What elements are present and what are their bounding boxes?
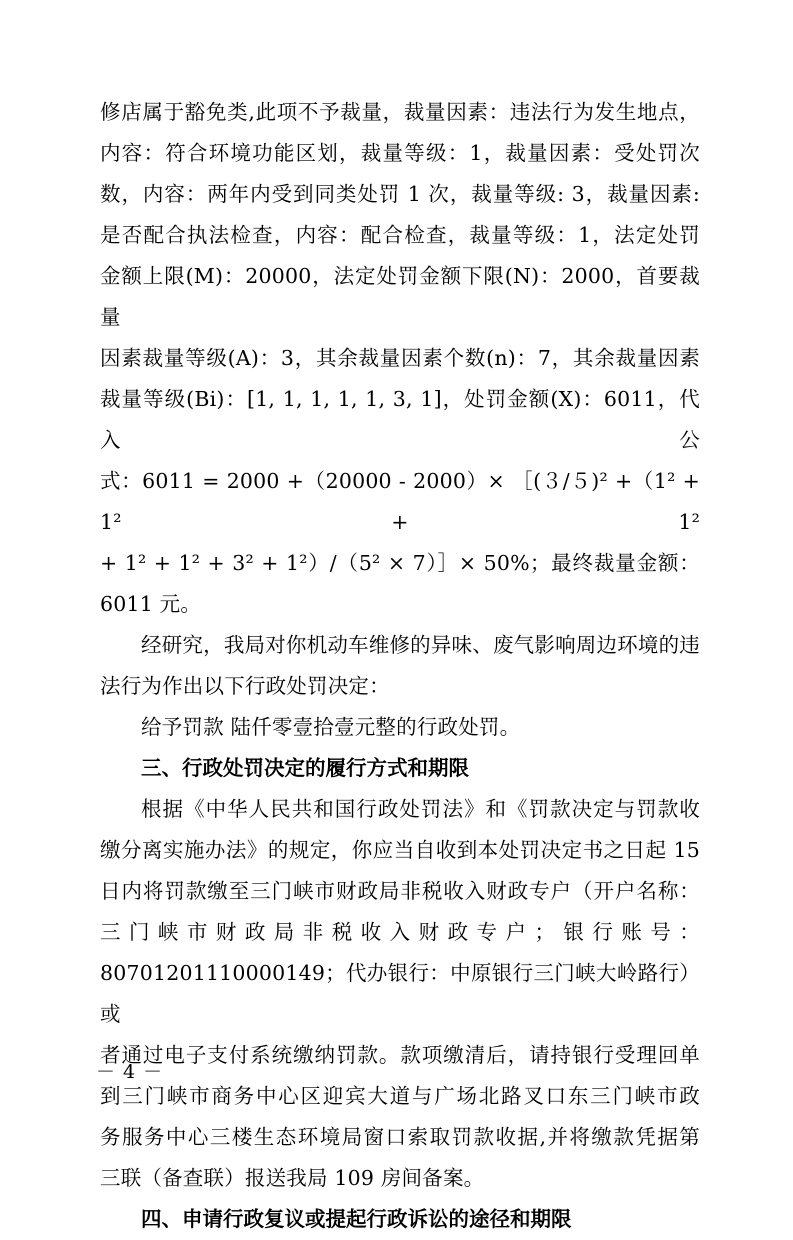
paragraph-decision-intro: 经研究，我局对你机动车维修的异味、废气影响周边环境的违法行为作出以下行政处罚决定：: [100, 633, 700, 698]
paragraph-line-formula: 式：6011 = 2000 +（20000 - 2000）× ［(３/５)² +（1² + 1² + 1²: [100, 469, 700, 534]
paragraph-line: 是否配合执法检查，内容：配合检查，裁量等级：1，法定处罚: [100, 223, 700, 247]
paragraph-line: 80701201110000149；代办银行：中原银行三门峡大岭路行）或: [100, 961, 700, 1026]
paragraph-line: 裁量等级(Bi)：[1, 1, 1, 1, 1, 3, 1]，处罚金额(X)：6011，代入公: [100, 387, 700, 452]
paragraph-penalty-calculation: [100, 92, 700, 625]
paragraph-line: 数，内容：两年内受到同类处罚 1 次，裁量等级: 3，裁量因素:: [100, 182, 700, 206]
paragraph-line: 修店属于豁免类,此项不予裁量，裁量因素：违法行为发生地点，: [100, 100, 700, 124]
paragraph-line: 6011 元。: [100, 592, 202, 616]
paragraph-payment-instructions: [100, 789, 700, 1199]
paragraph-line: 务服务中心三楼生态环境局窗口索取罚款收据,并将缴款凭据第: [100, 1125, 700, 1149]
paragraph-line: 根据《中华人民共和国行政处罚法》和《罚款决定与罚款收: [141, 797, 700, 821]
paragraph-line: 因素裁量等级(A)：3，其余裁量因素个数(n)：7，其余裁量因素: [100, 346, 700, 370]
page-number: － 4 －: [96, 1061, 164, 1083]
paragraph-line: 缴分离实施办法》的规定，你应当自收到本处罚决定书之日起 15: [100, 838, 700, 862]
paragraph-line: 三门峡市财政局非税收入财政专户；银行账号：: [100, 920, 700, 944]
paragraph-line: 三联（备查联）报送我局 109 房间备案。: [100, 1166, 485, 1190]
heading-section-three: 三、行政处罚决定的履行方式和期限: [141, 756, 469, 780]
paragraph-fine-amount: 给予罚款 陆仟零壹拾壹元整的行政处罚。: [141, 715, 521, 739]
document-body: [100, 92, 700, 1240]
paragraph-line: 金额上限(M)：20000，法定处罚金额下限(N)：2000，首要裁量: [100, 264, 700, 329]
paragraph-line-formula: + 1² + 1² + 3² + 1²）/（5² × 7）］× 50%；最终裁量金额：: [100, 551, 700, 575]
paragraph-line: 到三门峡市商务中心区迎宾大道与广场北路叉口东三门峡市政: [100, 1084, 700, 1108]
paragraph-line: 内容：符合环境功能区划，裁量等级：1，裁量因素：受处罚次: [100, 141, 700, 165]
heading-section-four: 四、申请行政复议或提起行政诉讼的途径和期限: [141, 1207, 572, 1231]
paragraph-line: 者通过电子支付系统缴纳罚款。款项缴清后，请持银行受理回单: [100, 1043, 700, 1067]
paragraph-line: 日内将罚款缴至三门峡市财政局非税收入财政专户（开户名称：: [100, 879, 700, 903]
